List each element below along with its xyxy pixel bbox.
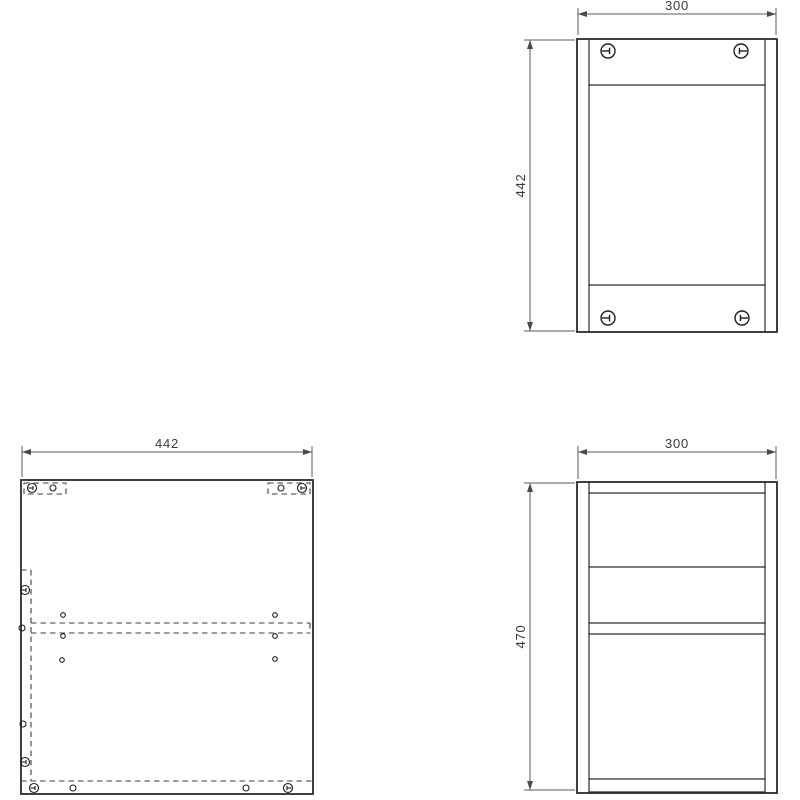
panel-width-dim-arrow-right xyxy=(303,449,312,455)
front-view xyxy=(577,39,777,332)
side-width-dim-arrow-right xyxy=(767,449,776,455)
front-width-dim-arrow-right xyxy=(767,11,776,17)
dowel-hole-icon xyxy=(50,485,56,491)
pilot-hole-icon xyxy=(273,613,278,618)
front-height-dim-label: 442 xyxy=(513,173,528,198)
front-width-dim-label: 300 xyxy=(664,0,690,13)
side-width-dim-arrow-left xyxy=(578,449,587,455)
front-height-dim-arrow-top xyxy=(527,40,533,49)
side-height-dim xyxy=(513,483,575,790)
panel-width-dim-arrow-left xyxy=(22,449,31,455)
pilot-hole-icon xyxy=(273,634,278,639)
front-height-dim xyxy=(513,40,575,331)
dowel-hole-icon xyxy=(243,785,249,791)
panel-top-view xyxy=(19,480,313,794)
dowel-hole-icon xyxy=(278,485,284,491)
front-width-dim-arrow-left xyxy=(578,11,587,17)
front-view-outline xyxy=(577,39,777,332)
side-width-dim-label: 300 xyxy=(664,436,690,451)
panel-width-dim-label: 442 xyxy=(154,436,180,451)
dowel-hole-icon xyxy=(19,625,25,631)
pilot-hole-icon xyxy=(60,658,65,663)
panel-width-dim xyxy=(22,436,312,477)
pilot-hole-icon xyxy=(61,613,66,618)
side-width-dim xyxy=(578,436,776,479)
pilot-hole-icon xyxy=(273,657,278,662)
pilot-hole-icon xyxy=(61,634,66,639)
side-height-dim-arrow-bottom xyxy=(527,781,533,790)
side-view-outline xyxy=(577,482,777,793)
side-height-dim-label: 470 xyxy=(513,624,528,649)
front-width-dim xyxy=(578,0,776,35)
front-height-dim-arrow-bottom xyxy=(527,322,533,331)
side-height-dim-arrow-top xyxy=(527,483,533,492)
dowel-hole-icon xyxy=(70,785,76,791)
side-view xyxy=(577,482,777,793)
